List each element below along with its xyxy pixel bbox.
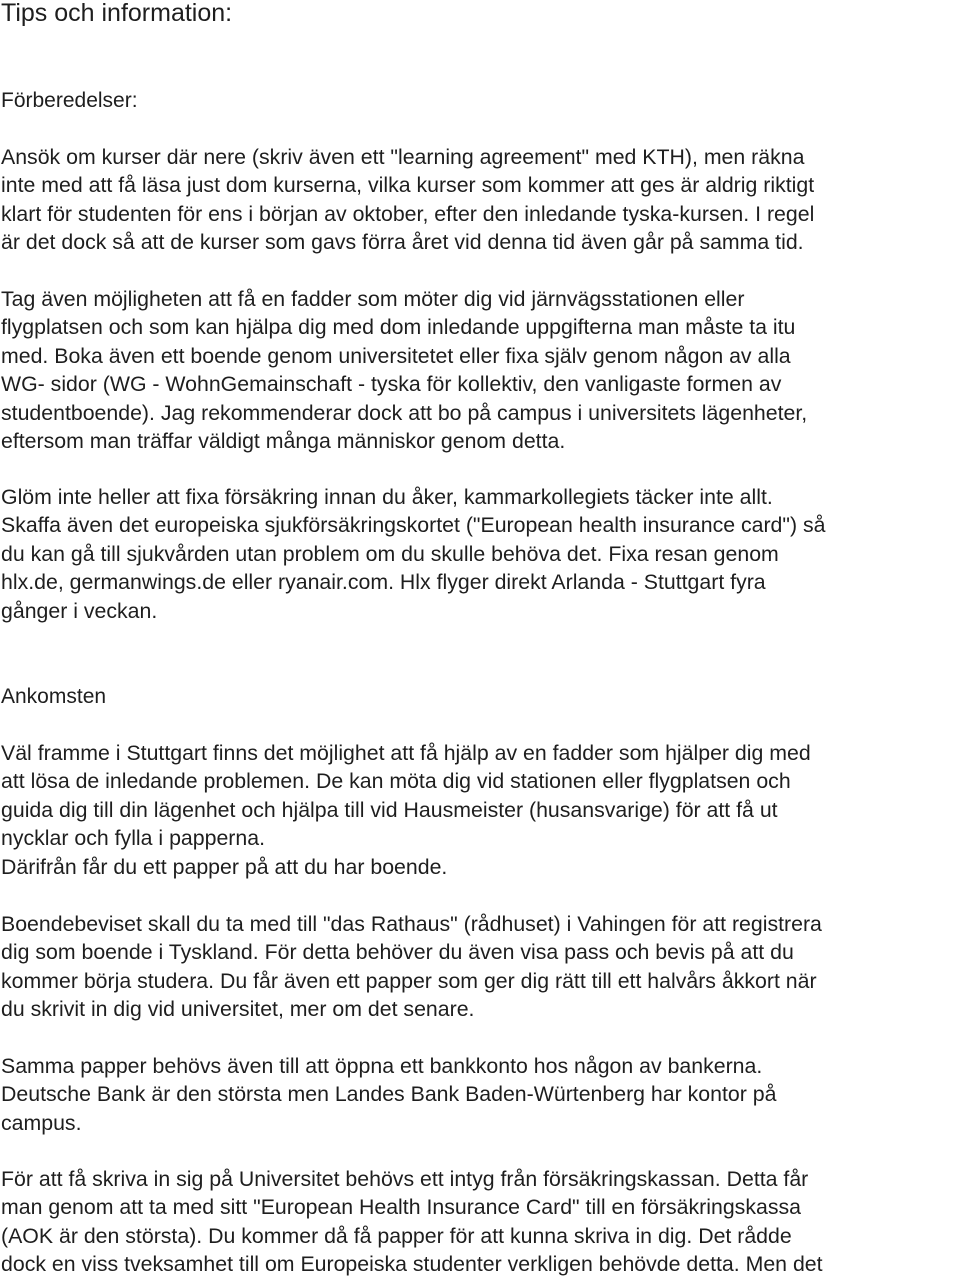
text-line: inte med att få läsa just dom kurserna, vilka kurser som kommer att ges är aldrig riktigt (1, 173, 815, 198)
section-heading-ankomsten: Ankomsten (1, 685, 107, 708)
text-line: eftersom man träffar väldigt många människor genom detta. (1, 429, 566, 454)
paragraph-enrollment (1, 1165, 960, 1279)
text-line: dig som boende i Tyskland. För detta behöver du även visa pass och bevis på att du (1, 940, 794, 965)
paragraph-courses (1, 143, 960, 257)
text-line: Väl framme i Stuttgart finns det möjlighet att få hjälp av en fadder som hjälper dig med (1, 741, 811, 765)
text-line: gånger i veckan. (1, 598, 158, 623)
text-line: kommer börja studera. Du får även ett papper som ger dig rätt till ett halvårs åkkort när (1, 968, 817, 993)
paragraph-registration (1, 910, 960, 1024)
text-line: (AOK är den största). Du kommer då få papper för att kunna skriva in dig. Det rådde (1, 1223, 792, 1248)
section-heading-forberedelser: Förberedelser: (1, 89, 138, 112)
text-line: att lösa de inledande problemen. De kan möta dig vid stationen eller flygplatsen och (1, 769, 791, 794)
text-line: Tag även möjligheten att få en fadder som möter dig vid järnvägsstationen eller (1, 287, 745, 311)
text-line: studentboende). Jag rekommenderar dock att bo på campus i universitets lägenheter, (1, 400, 808, 425)
text-line: campus. (1, 1110, 82, 1135)
paragraph-sponsor-housing (1, 285, 960, 455)
paragraph-arrival (1, 739, 960, 881)
text-line: WG- sidor (WG - WohnGemainschaft - tyska för kollektiv, den vanligaste formen av (1, 372, 782, 397)
text-line: Skaffa även det europeiska sjukförsäkringskortet ("European health insurance card") så (1, 513, 826, 538)
text-line: Glöm inte heller att fixa försäkring innan du åker, kammarkollegiets täcker inte allt. (1, 485, 773, 509)
text-line: du skrivit in dig vid universitet, mer om det senare. (1, 997, 475, 1022)
text-line: Därifrån får du ett papper på att du har boende. (1, 854, 448, 879)
text-line: Deutsche Bank är den största men Landes Bank Baden-Würtenberg har kontor på (1, 1082, 777, 1107)
text-line: Ansök om kurser där nere (skriv även ett "learning agreement" med KTH), men räkna (1, 145, 805, 169)
text-line: hlx.de, germanwings.de eller ryanair.com. Hlx flyger direkt Arlanda - Stuttgart fyra (1, 570, 766, 595)
text-line: flygplatsen och som kan hjälpa dig med dom inledande uppgifterna man måste ta itu (1, 315, 796, 340)
text-line: du kan gå till sjukvården utan problem om du skulle behöva det. Fixa resan genom (1, 541, 779, 566)
text-line: med. Boka även ett boende genom universitetet eller fixa själv genom någon av alla (1, 343, 791, 368)
paragraph-insurance-travel (1, 483, 960, 625)
text-line: Samma papper behövs även till att öppna ett bankkonto hos någon av bankerna. (1, 1054, 763, 1078)
paragraph-bank (1, 1052, 960, 1137)
text-line: man genom att ta med sitt "European Health Insurance Card" till en försäkringskassa (1, 1195, 801, 1220)
text-line: klart för studenten för ens i början av oktober, efter den inledande tyska-kursen. I regel (1, 201, 815, 226)
text-line: Boendebeviset skall du ta med till "das Rathaus" (rådhuset) i Vahingen för att registrera (1, 912, 822, 936)
text-line: För att få skriva in sig på Universitet behövs ett intyg från försäkringskassan. Detta får (1, 1167, 809, 1191)
text-line: nycklar och fylla i papperna. (1, 826, 265, 851)
text-line: guida dig till din lägenhet och hjälpa till vid Hausmeister (husansvarige) för att få ut (1, 797, 778, 822)
page-title: Tips och information: (1, 0, 233, 27)
text-line: dock en viss tveksamhet till om Europeiska studenter verkligen behövde detta. Men det (1, 1252, 823, 1277)
text-line: är det dock så att de kurser som gavs förra året vid denna tid även går på samma tid. (1, 230, 804, 255)
